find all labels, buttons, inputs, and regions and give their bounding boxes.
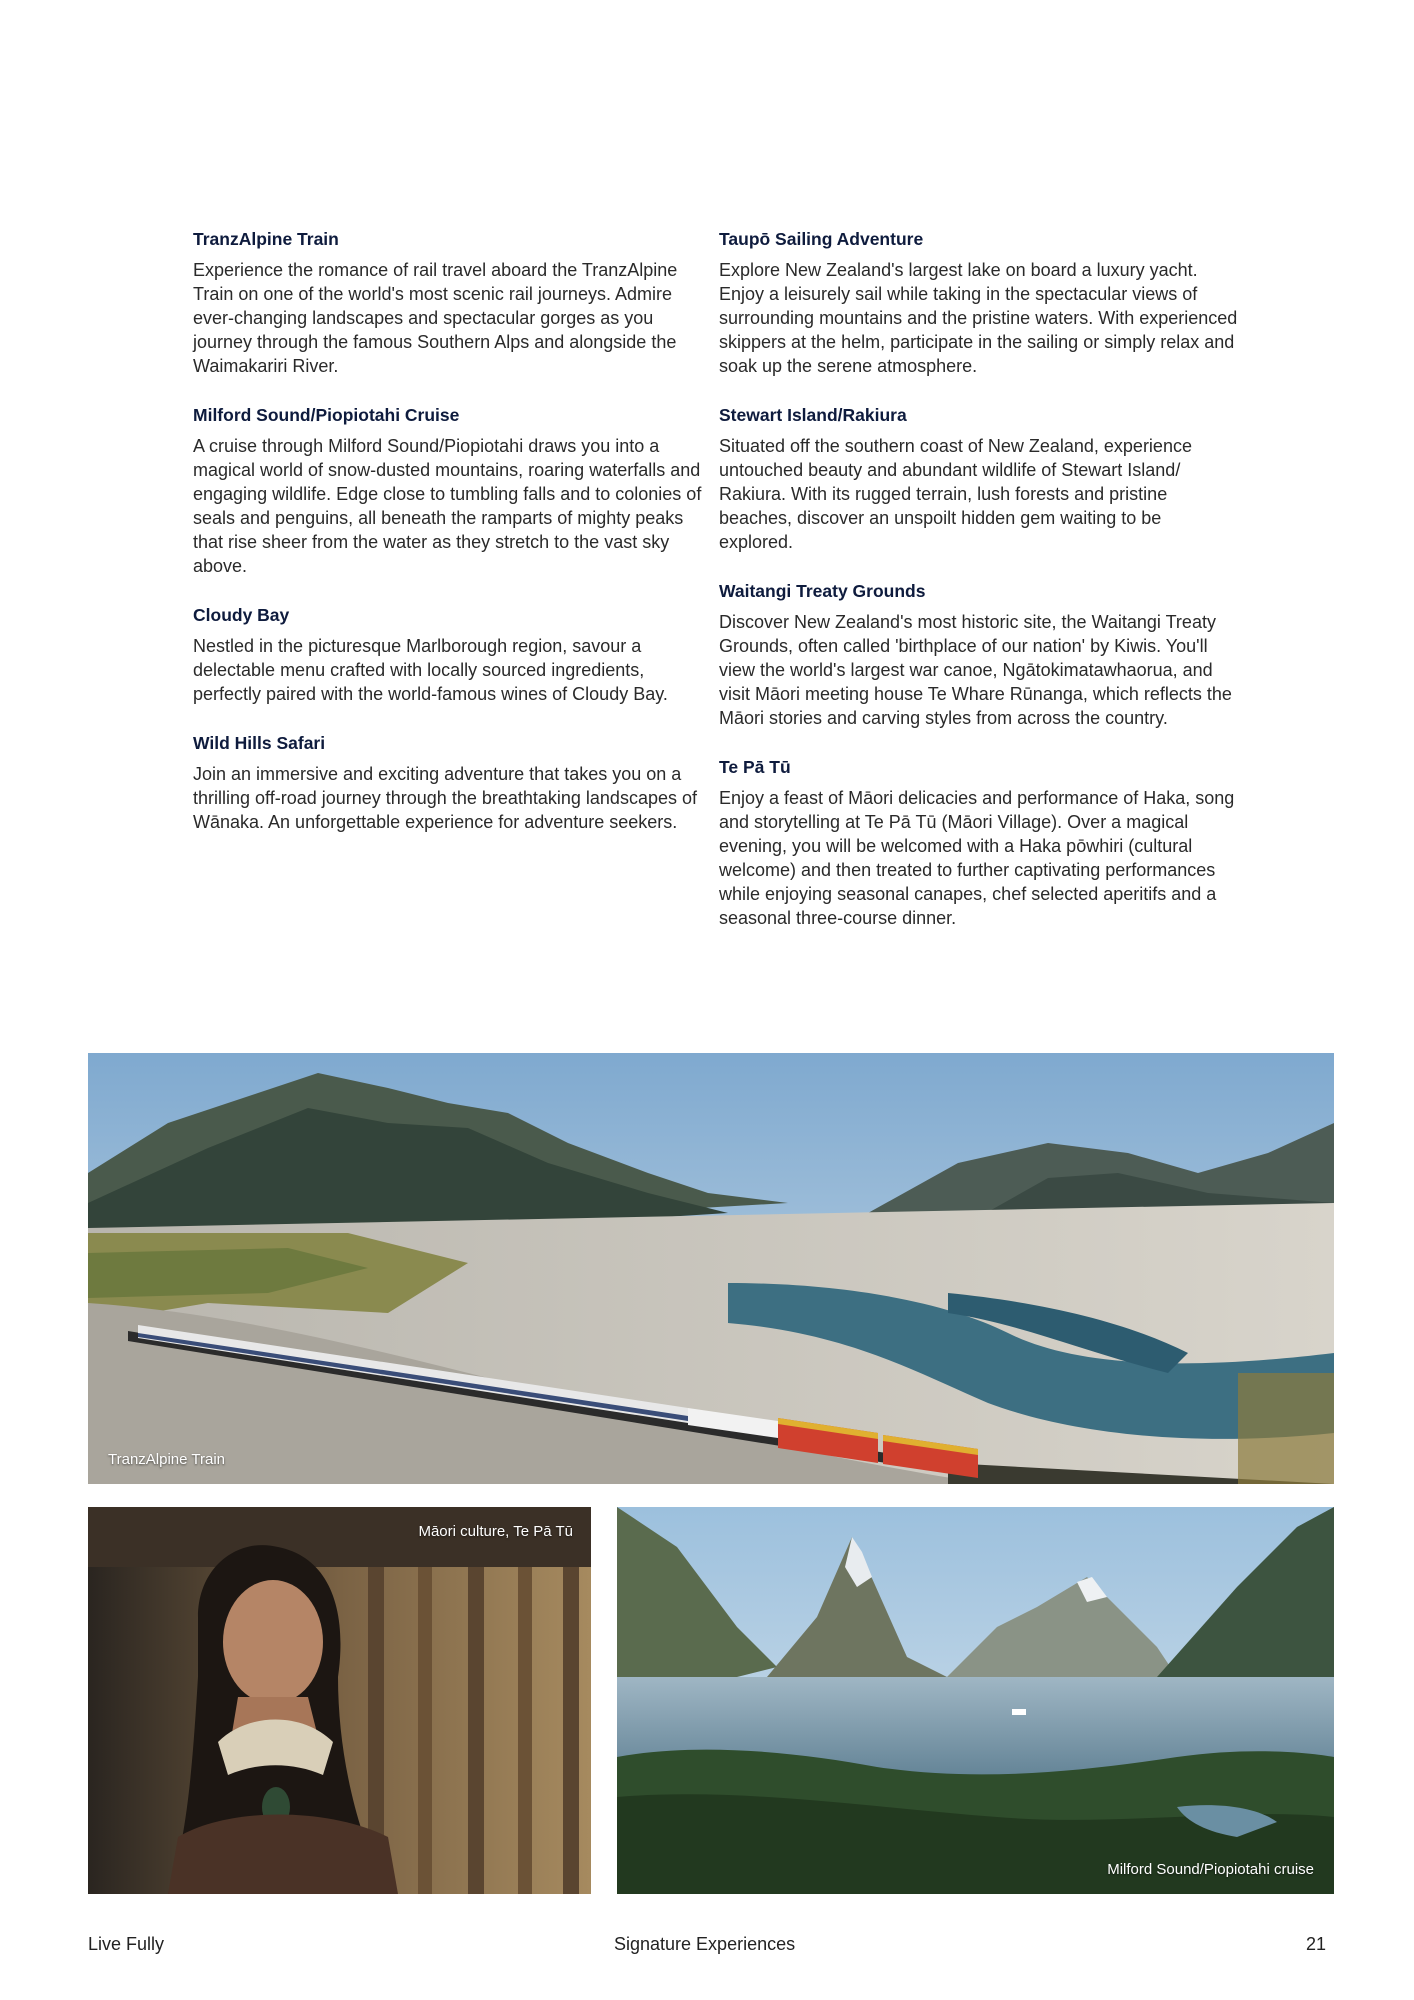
entry-title: Milford Sound/Piopiotahi Cruise (193, 405, 460, 425)
maori-culture-photo (88, 1507, 591, 1894)
tranzalpine-landscape-image (88, 1053, 1334, 1484)
entry-stewart-island (719, 404, 1239, 554)
entry-te-pa-tu (719, 756, 1239, 930)
entry-body: Join an immersive and exciting adventure that takes you on a thrilling off-road journey through the breathtaking landscapes of Wānaka. An unforgettable experience for adventure seekers. (193, 764, 697, 832)
left-column (193, 228, 713, 860)
entry-body: A cruise through Milford Sound/Piopiotahi draws you into a magical world of snow-dusted mountains, roaring waterfalls and engaging wildlife. Edge close to tumbling falls and to colonies of seals and penguins, all beneath the ramparts of mighty peaks that rise sheer from the water as they stretch to the vast sky above. (193, 436, 702, 576)
entry-milford (193, 404, 713, 578)
milford-sound-image (617, 1507, 1334, 1894)
entry-waitangi (719, 580, 1239, 730)
train-caption: TranzAlpine Train (108, 1451, 225, 1468)
entry-taupo (719, 228, 1239, 378)
entry-wild-hills (193, 732, 713, 834)
entry-body: Nestled in the picturesque Marlborough region, savour a delectable menu crafted with locally sourced ingredients, perfectly paired with the world-famous wines of Cloudy Bay. (193, 636, 668, 704)
entry-body: Experience the romance of rail travel aboard the TranzAlpine Train on one of the world's most scenic rail journeys. Admire ever-changing landscapes and spectacular gorges as you journey through the famous Southern Alps and alongside the Waimakariri River. (193, 260, 678, 376)
entry-title: Wild Hills Safari (193, 733, 326, 753)
entry-title: Cloudy Bay (193, 605, 290, 625)
entry-body: Discover New Zealand's most historic site, the Waitangi Treaty Grounds, often called 'birthplace of our nation' by Kiwis. You'll view the world's largest war canoe, Ngātokimatawhaorua, and visit Māori meeting house Te Whare Rūnanga, which reflects the Māori stories and carving styles from across the country. (719, 612, 1232, 728)
entry-title: Stewart Island/Rakiura (719, 405, 907, 425)
footer-section-title: Signature Experiences (614, 1934, 796, 1954)
milford-caption: Milford Sound/Piopiotahi cruise (1107, 1861, 1314, 1878)
entry-body: Situated off the southern coast of New Zealand, experience untouched beauty and abundant wildlife of Stewart Island/ Rakiura. With its rugged terrain, lush forests and pristine beaches, discover an unspoilt hidden gem waiting to be explored. (719, 436, 1192, 552)
page-number: 21 (1305, 1934, 1326, 1954)
entry-title: Taupō Sailing Adventure (719, 229, 924, 249)
tranzalpine-photo (88, 1053, 1334, 1484)
entry-cloudy-bay (193, 604, 713, 706)
entry-body: Explore New Zealand's largest lake on board a luxury yacht. Enjoy a leisurely sail while taking in the spectacular views of surrounding mountains and the pristine waters. With experienced skippers at the helm, participate in the sailing or simply relax and soak up the serene atmosphere. (719, 260, 1238, 376)
entry-title: Waitangi Treaty Grounds (719, 581, 926, 601)
footer-brand: Live Fully (88, 1934, 165, 1954)
entry-body: Enjoy a feast of Māori delicacies and performance of Haka, song and storytelling at Te Pā Tū (Māori Village). Over a magical evening, you will be welcomed with a Haka pōwhiri (cultural welcome) and then treated to further captivating performances while enjoying seasonal canapes, chef selected aperitifs and a seasonal three-course dinner. (719, 788, 1235, 928)
entry-tranzalpine (193, 228, 713, 378)
milford-sound-photo (617, 1507, 1334, 1894)
entry-title: TranzAlpine Train (193, 229, 339, 249)
maori-culture-image (88, 1507, 591, 1894)
maori-caption: Māori culture, Te Pā Tū (418, 1523, 573, 1540)
entry-title: Te Pā Tū (719, 757, 791, 777)
right-column (719, 228, 1239, 956)
